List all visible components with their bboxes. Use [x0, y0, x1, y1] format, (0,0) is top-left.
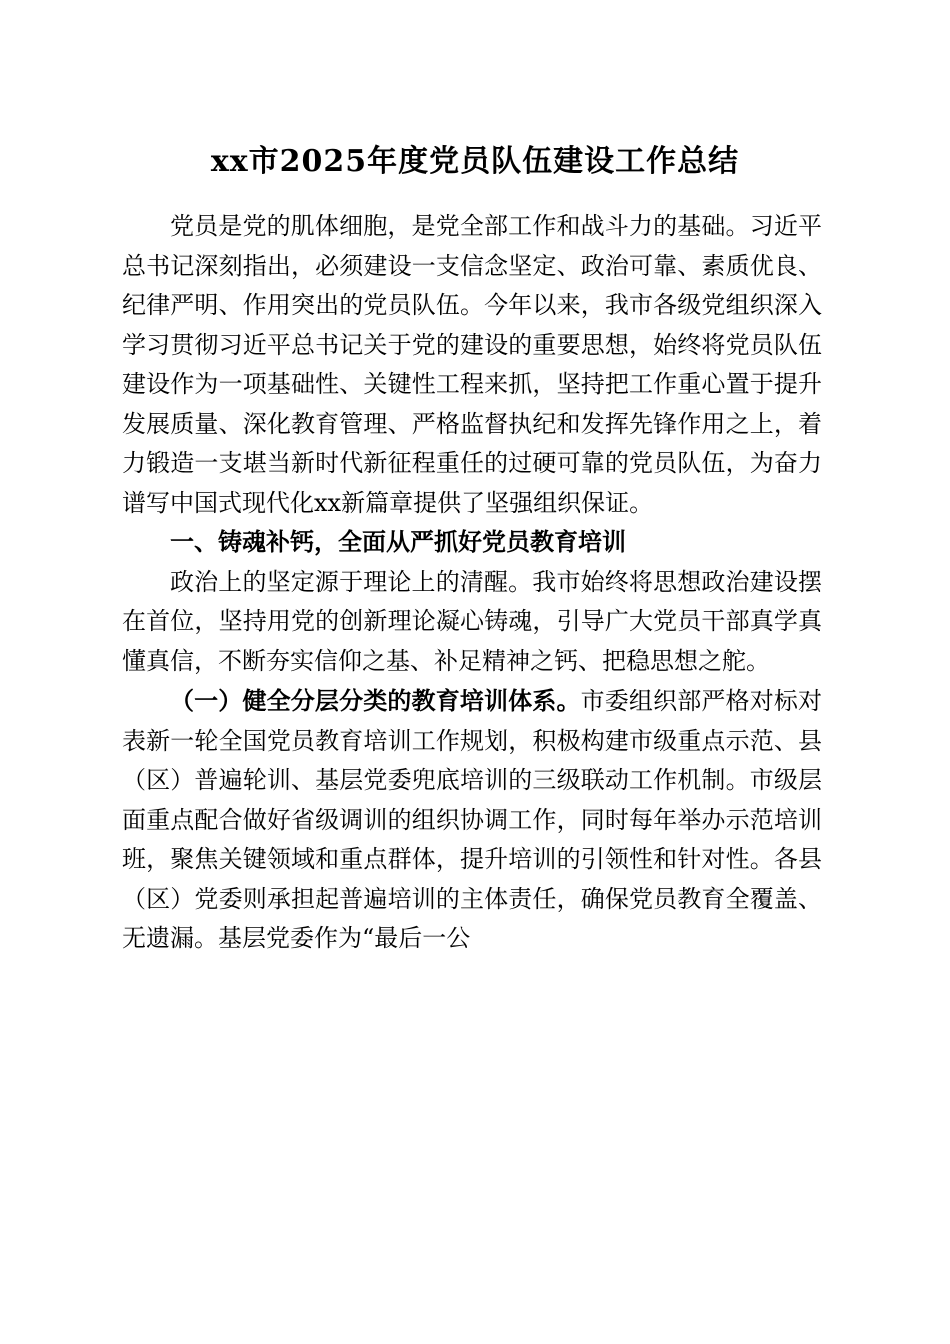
subsection-1-text: 市委组织部严格对标对表新一轮全国党员教育培训工作规划，积极构建市级重点示范、县（区）普遍轮训、基层党委兜底培训的三级联动工作机制。市级层面重点配合做好省级调训的组织协调工作，同时每年举办示范培训班，聚焦关键领域和重点群体，提升培训的引领性和针对性。各县（区）党委则承担起普遍培训的主体责任，确保党员教育全覆盖、无遗漏。基层党委作为“最后一公 — [122, 687, 823, 952]
subsection-1-title: （一）健全分层分类的教育培训体系。 — [170, 686, 581, 715]
section-1-paragraph: 政治上的坚定源于理论上的清醒。我市始终将思想政治建设摆在首位，坚持用党的创新理论凝心铸魂，引导广大党员干部真学真懂真信，不断夯实信仰之基、补足精神之钙、把稳思想之舵。 — [122, 567, 822, 675]
document-body — [122, 207, 822, 959]
document-title: xx市2025年度党员队伍建设工作总结 — [210, 144, 740, 179]
intro-paragraph: 党员是党的肌体细胞，是党全部工作和战斗力的基础。习近平总书记深刻指出，必须建设一支信念坚定、政治可靠、素质优良、纪律严明、作用突出的党员队伍。今年以来，我市各级党组织深入学习贯彻习近平总书记关于党的建设的重要思想，始终将党员队伍建设作为一项基础性、关键性工程来抓，坚持把工作重心置于提升发展质量、深化教育管理、严格监督执纪和发挥先锋作用之上，着力锻造一支堪当新时代新征程重任的过硬可靠的党员队伍，为奋力谱写中国式现代化xx新篇章提供了坚强组织保证。 — [122, 212, 822, 517]
subsection-1-paragraph — [122, 681, 822, 959]
section-1-heading: 一、铸魂补钙，全面从严抓好党员教育培训 — [170, 528, 626, 556]
